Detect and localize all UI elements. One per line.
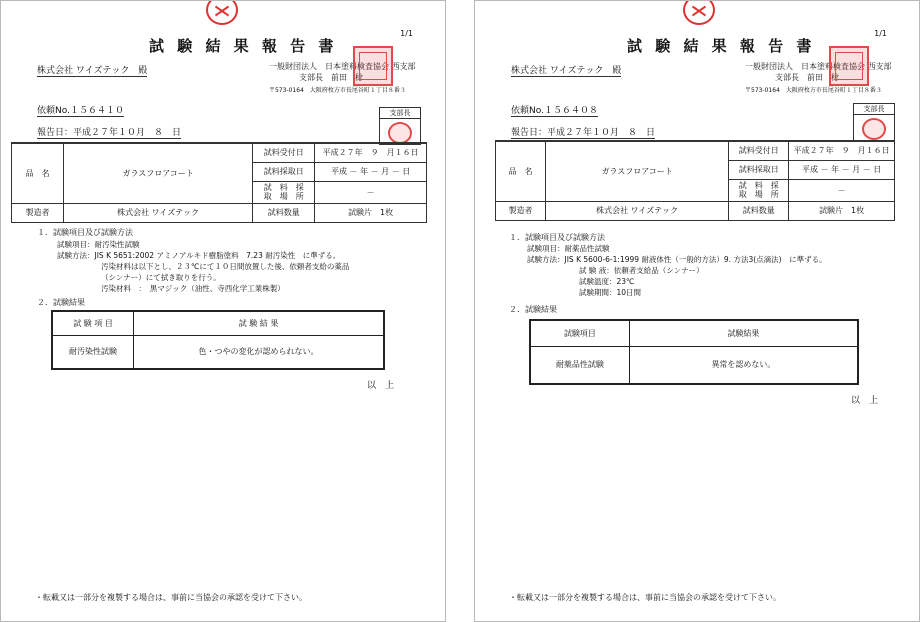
stamp-label: 支部長 — [380, 108, 420, 119]
result-value: 異常を認めない。 — [629, 346, 858, 384]
method-line: 試験温度：23℃ — [579, 277, 635, 286]
official-seal-icon — [829, 46, 869, 86]
product-value: ガラスフロアコート — [545, 141, 728, 201]
request-number: 依頼No.１５６４１０ — [37, 103, 124, 117]
collector-label: 試 料 採 取 場 所 — [253, 181, 315, 203]
received-value: 平成２７年 ９ 月１６日 — [789, 141, 895, 160]
report-page-right — [474, 0, 920, 622]
result-table — [529, 319, 859, 385]
request-number: 依頼No.１５６４０８ — [511, 103, 598, 117]
method-line: 試験項目：耐薬品性試験 — [527, 244, 610, 253]
report-date: 報告日：平成２７年１０月 ８ 日 — [511, 125, 655, 139]
approval-stamp-box — [379, 107, 421, 145]
received-value: 平成２７年 ９ 月１６日 — [315, 143, 427, 162]
stamp-label: 支部長 — [854, 104, 894, 115]
manager-seal-icon — [862, 118, 886, 140]
result-header-result: 試験結果 — [629, 320, 858, 346]
product-label: 品 名 — [496, 141, 546, 201]
result-header-item: 試験項目 — [530, 320, 629, 346]
section-test-method: １．試験項目及び試験方法 — [37, 228, 133, 237]
reproduction-notice: ・転載又は一部分を複製する場合は、事前に当協会の承認を受けて下さい。 — [35, 593, 307, 602]
quantity-value: 試験片 1枚 — [315, 203, 427, 222]
method-line: 汚染材料 ： 黒マジック（油性、寺西化学工業株製） — [101, 284, 285, 293]
collector-value: － — [789, 179, 895, 201]
branch-manager: 支部長 前田 稔 — [775, 73, 839, 82]
collected-label: 試料採取日 — [729, 160, 789, 179]
org-address: 〒573-0164 大阪府枚方市長尾谷町１丁目８番３ — [745, 87, 882, 94]
branch-manager: 支部長 前田 稔 — [299, 73, 363, 82]
received-label: 試料受付日 — [729, 141, 789, 160]
maker-label: 製造者 — [12, 203, 64, 222]
official-seal-icon — [353, 46, 393, 86]
result-header-result: 試 験 結 果 — [134, 311, 384, 335]
collector-value: － — [315, 181, 427, 203]
addressee: 株式会社 ワイズテック 殿 — [37, 63, 147, 77]
quantity-label: 試料数量 — [253, 203, 315, 222]
quantity-label: 試料数量 — [729, 201, 789, 220]
result-table — [51, 310, 385, 370]
org-name: 一般財団法人 日本塗料検査協会 西支部 — [745, 62, 892, 71]
page-number: 1/1 — [400, 29, 413, 38]
method-line: 試 験 液：依頼者支給品（シンナー） — [579, 266, 704, 275]
quantity-value: 試験片 1枚 — [789, 201, 895, 220]
sample-info-table — [495, 140, 895, 221]
collected-value: 平成 － 年 － 月 － 日 — [789, 160, 895, 179]
result-item: 耐薬品性試験 — [530, 346, 629, 384]
method-line: 試験項目：耐汚染性試験 — [57, 240, 140, 249]
sample-info-table — [11, 142, 427, 223]
approval-stamp-box — [853, 103, 895, 141]
reproduction-notice: ・転載又は一部分を複製する場合は、事前に当協会の承認を受けて下さい。 — [509, 593, 781, 602]
report-page-left — [0, 0, 446, 622]
result-item: 耐汚染性試験 — [52, 335, 134, 369]
org-address: 〒573-0164 大阪府枚方市長尾谷町１丁目８番３ — [269, 87, 406, 94]
report-title: 試 験 結 果 報 告 書 — [149, 37, 338, 55]
end-mark: 以 上 — [367, 381, 395, 391]
association-logo-icon — [683, 0, 715, 25]
received-label: 試料受付日 — [253, 143, 315, 162]
page-number: 1/1 — [874, 29, 887, 38]
product-value: ガラスフロアコート — [63, 143, 252, 203]
method-line: 試験方法：JIS K 5651:2002 アミノアルキド樹脂塗料 7.23 耐汚染性 に準ずる。 — [57, 251, 341, 260]
method-line: 試験期間：10日間 — [579, 288, 642, 297]
method-line: 試験方法：JIS K 5600-6-1:1999 耐液体性（一般的方法）9. 方法3(点滴法) に準ずる。 — [527, 255, 827, 264]
section-test-method: １．試験項目及び試験方法 — [509, 233, 605, 242]
section-test-result: ２．試験結果 — [509, 305, 557, 314]
method-line: 汚染材料は以下とし、２３℃にて１０日間放置した後、依頼者支給の薬品 — [101, 262, 350, 271]
manager-seal-icon — [388, 122, 412, 144]
product-label: 品 名 — [12, 143, 64, 203]
maker-value: 株式会社 ワイズテック — [63, 203, 252, 222]
maker-label: 製造者 — [496, 201, 546, 220]
association-logo-icon — [206, 0, 238, 25]
result-header-item: 試 験 項 目 — [52, 311, 134, 335]
collected-label: 試料採取日 — [253, 162, 315, 181]
collected-value: 平成 － 年 － 月 － 日 — [315, 162, 427, 181]
collector-label: 試 料 採 取 場 所 — [729, 179, 789, 201]
maker-value: 株式会社 ワイズテック — [545, 201, 728, 220]
method-line: （シンナー）にて拭き取りを行う。 — [101, 273, 221, 282]
addressee: 株式会社 ワイズテック 殿 — [511, 63, 621, 77]
report-title: 試 験 結 果 報 告 書 — [627, 37, 816, 55]
result-value: 色・つやの変化が認められない。 — [134, 335, 384, 369]
section-test-result: ２．試験結果 — [37, 298, 85, 307]
org-name: 一般財団法人 日本塗料検査協会 西支部 — [269, 62, 416, 71]
end-mark: 以 上 — [851, 396, 879, 406]
report-date: 報告日：平成２７年１０月 ８ 日 — [37, 125, 181, 139]
